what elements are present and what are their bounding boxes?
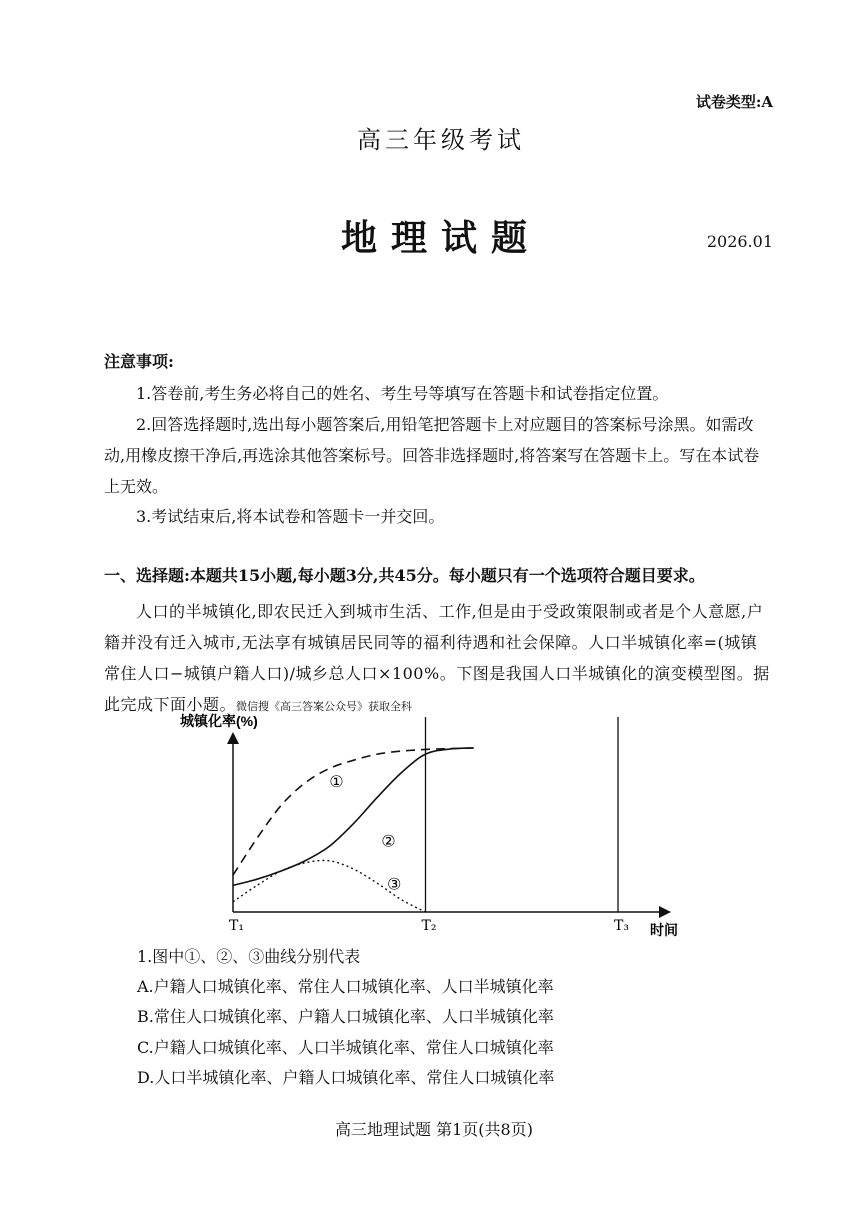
y-axis-label: 城镇化率(%) <box>180 713 258 729</box>
exam-name: 高三年级考试 <box>357 126 525 154</box>
material-text: 人口的半城镇化,即农民迁入到城市生活、工作,但是由于受政策限制或者是个人意愿,户籍并没有迁入城市,无法享有城镇居民同等的福利待遇和社会保障。人口半城镇化率=(城镇常住人口−城镇户籍人口)/城乡总人口×100%。下图是我国人口半城镇化的演变模型图。据此完成下面小题。 <box>104 602 770 714</box>
notice-title: 注意事项: <box>104 352 174 371</box>
notice-item-3: 3.考试结束后,将本试卷和答题卡一并交回。 <box>136 507 445 526</box>
paper-type: 试卷类型:A <box>695 93 773 111</box>
subject-title: 地理试题 <box>340 217 541 259</box>
curve-1 <box>233 748 474 875</box>
curve-label-2: ② <box>381 831 396 851</box>
curve-label-3: ③ <box>387 874 402 894</box>
exam-date: 2026.01 <box>706 232 773 251</box>
curve-label-1: ① <box>329 771 344 791</box>
question-1-stem: 1.图中①、②、③曲线分别代表 <box>137 947 361 966</box>
x-tick-label-3: T₃ <box>614 918 629 934</box>
x-tick-label-1: T₁ <box>229 918 244 934</box>
curve-2 <box>233 748 474 885</box>
notice-item-1: 1.答卷前,考生务必将自己的姓名、考生号等填写在答题卡和试卷指定位置。 <box>136 384 669 403</box>
x-axis-label: 时间 <box>650 922 678 938</box>
question-1-option-b: B.常住人口城镇化率、户籍人口城镇化率、人口半城镇化率 <box>137 1007 554 1026</box>
question-1-option-a: A.户籍人口城镇化率、常住人口城镇化率、人口半城镇化率 <box>137 977 554 996</box>
question-1-option-d: D.人口半城镇化率、户籍人口城镇化率、常住人口城镇化率 <box>137 1068 555 1087</box>
x-tick-label-2: T₂ <box>421 918 437 934</box>
section-title: 一、选择题:本题共15小题,每小题3分,共45分。每小题只有一个选项符合题目要求。 <box>104 566 705 585</box>
watermark-text: 微信搜《高三答案公众号》获取全科 <box>236 700 413 713</box>
page-footer: 高三地理试题 第1页(共8页) <box>335 1120 533 1139</box>
question-1-option-c: C.户籍人口城镇化率、人口半城镇化率、常住人口城镇化率 <box>137 1038 554 1057</box>
notice-item-2: 2.回答选择题时,选出每小题答案后,用铅笔把答题卡上对应题目的答案标号涂黑。如需改动,用橡皮擦干净后,再选涂其他答案标号。回答非选择题时,将答案写在答题卡上。写在本试卷上无效。 <box>104 415 760 496</box>
